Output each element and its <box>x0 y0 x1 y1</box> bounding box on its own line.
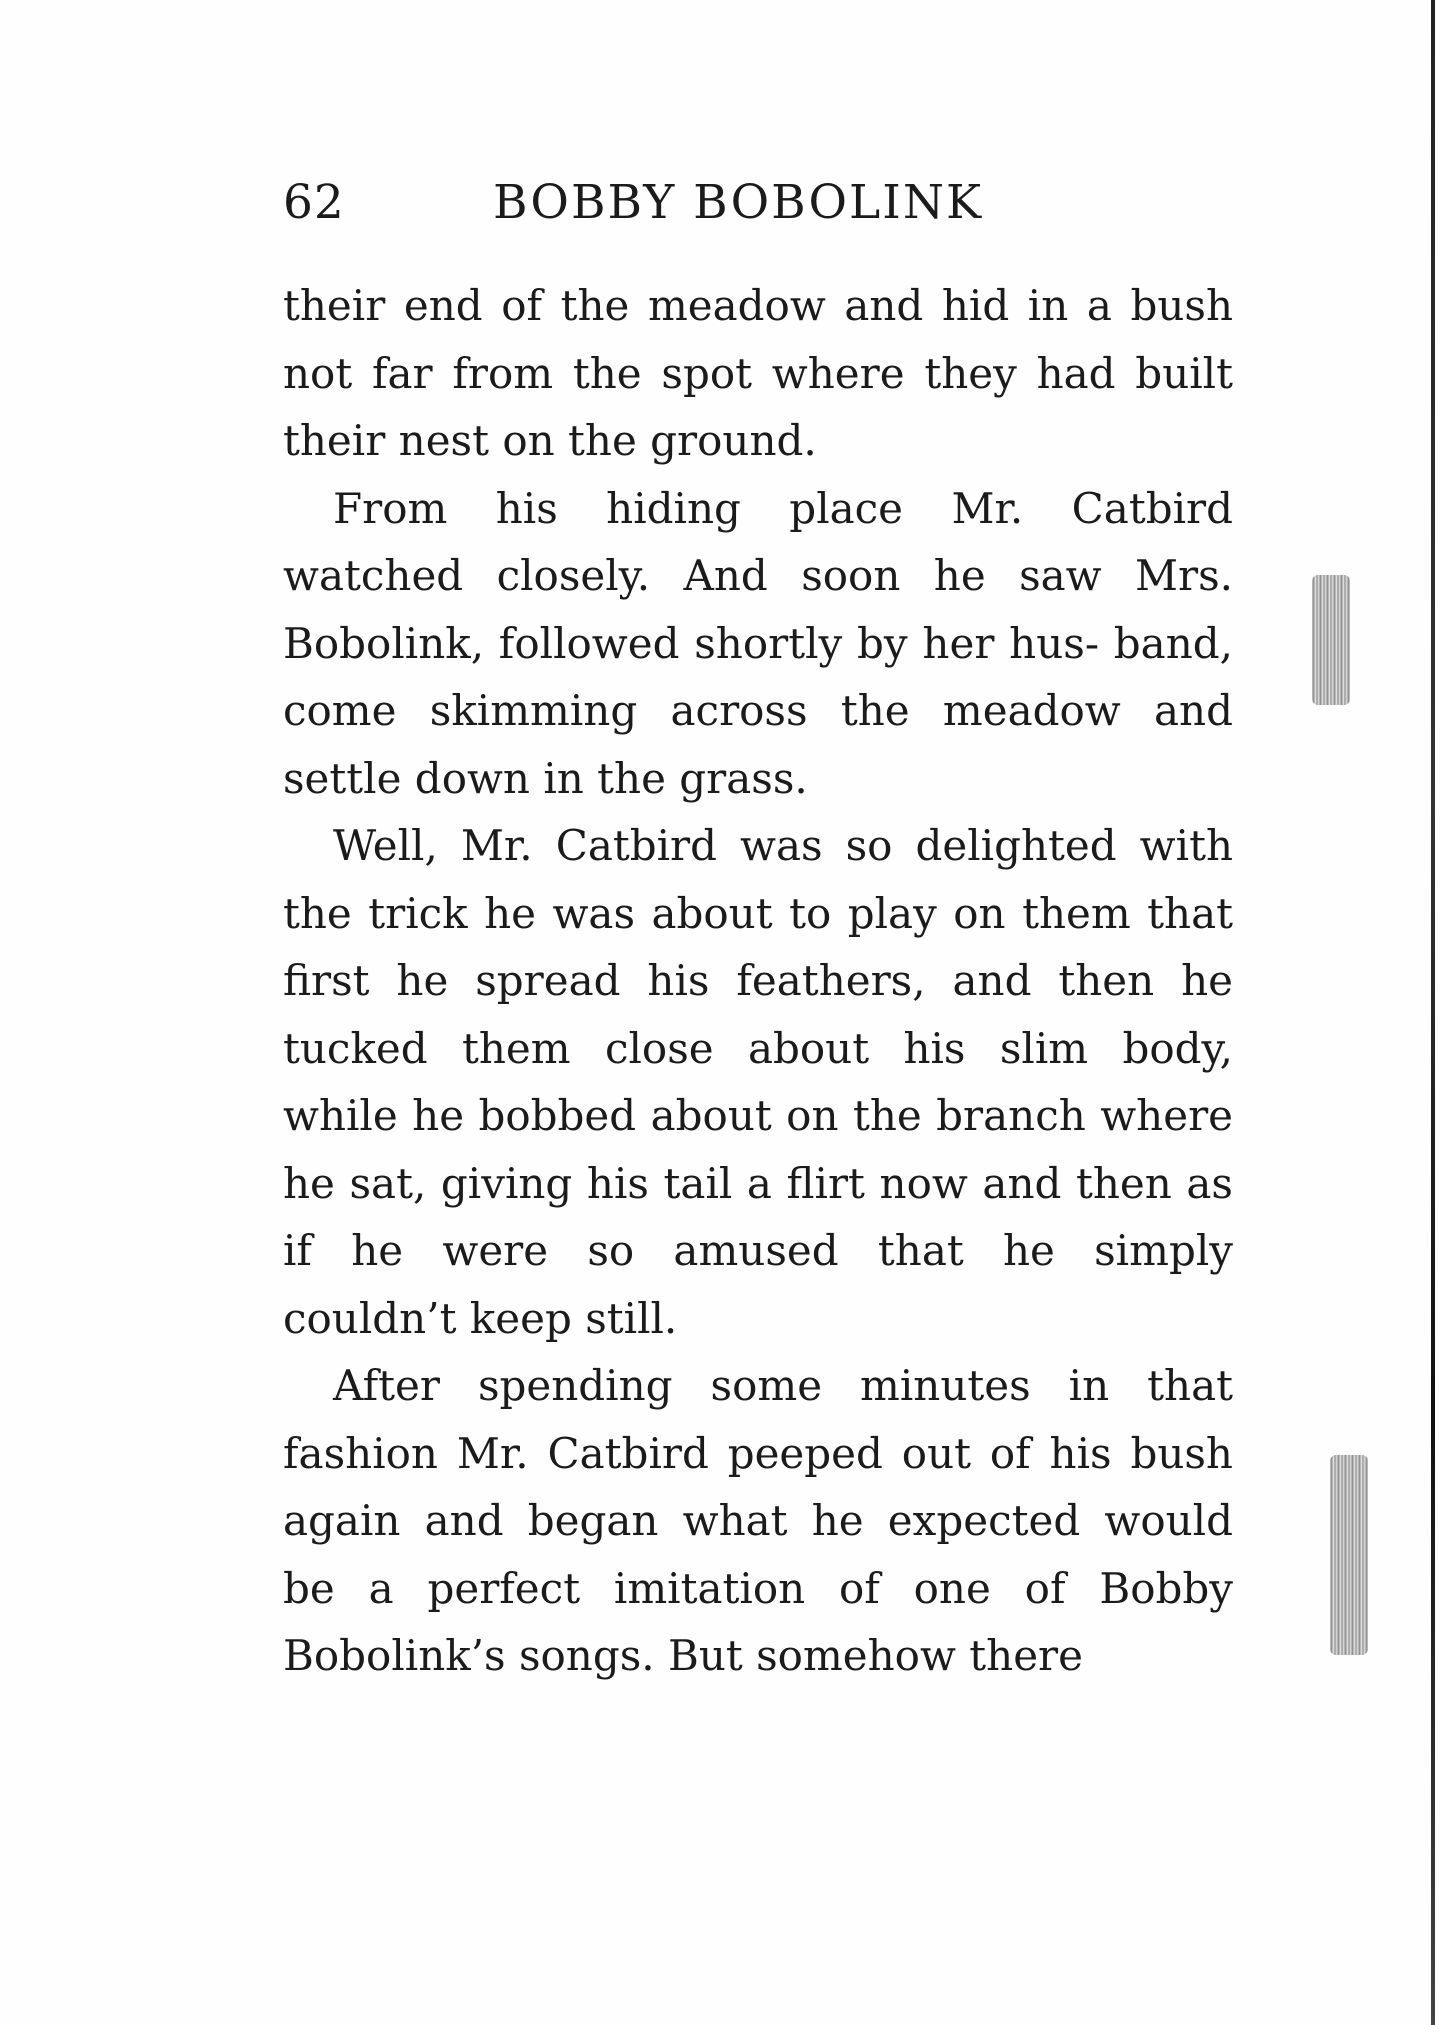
page-number: 62 <box>283 175 345 230</box>
paragraph: After spending some minutes in that fashion Mr. Catbird peeped out of his bush again and began what he expected would be a perfect imitation of one of Bobby Bobolink’s songs. But somehow there <box>283 1361 1233 1680</box>
paragraph: From his hiding place Mr. Catbird watched closely. And soon he saw Mrs. Bobolink, followed shortly by her hus- band, come skimming across the meadow and settle down in the grass. <box>283 483 1233 803</box>
paragraph-continued: their end of the meadow and hid in a bush not far from the spot where they had built their nest on the ground. <box>283 281 1233 465</box>
scan-bleed-mark <box>1312 575 1350 705</box>
paragraph: Well, Mr. Catbird was so delighted with the trick he was about to play on them that first he spread his feathers, and then he tucked them close about his slim body, while he bobbed about on the branch where he sat, giving his tail a flirt now and then as if he were so amused that he simply couldn’t keep still. <box>283 821 1233 1343</box>
scan-bleed-mark <box>1330 1455 1368 1655</box>
body-text <box>283 272 1233 1690</box>
page-edge-line <box>1431 0 1435 2025</box>
running-head: BOBBY BOBOLINK <box>493 175 984 230</box>
page-header <box>283 168 1243 238</box>
